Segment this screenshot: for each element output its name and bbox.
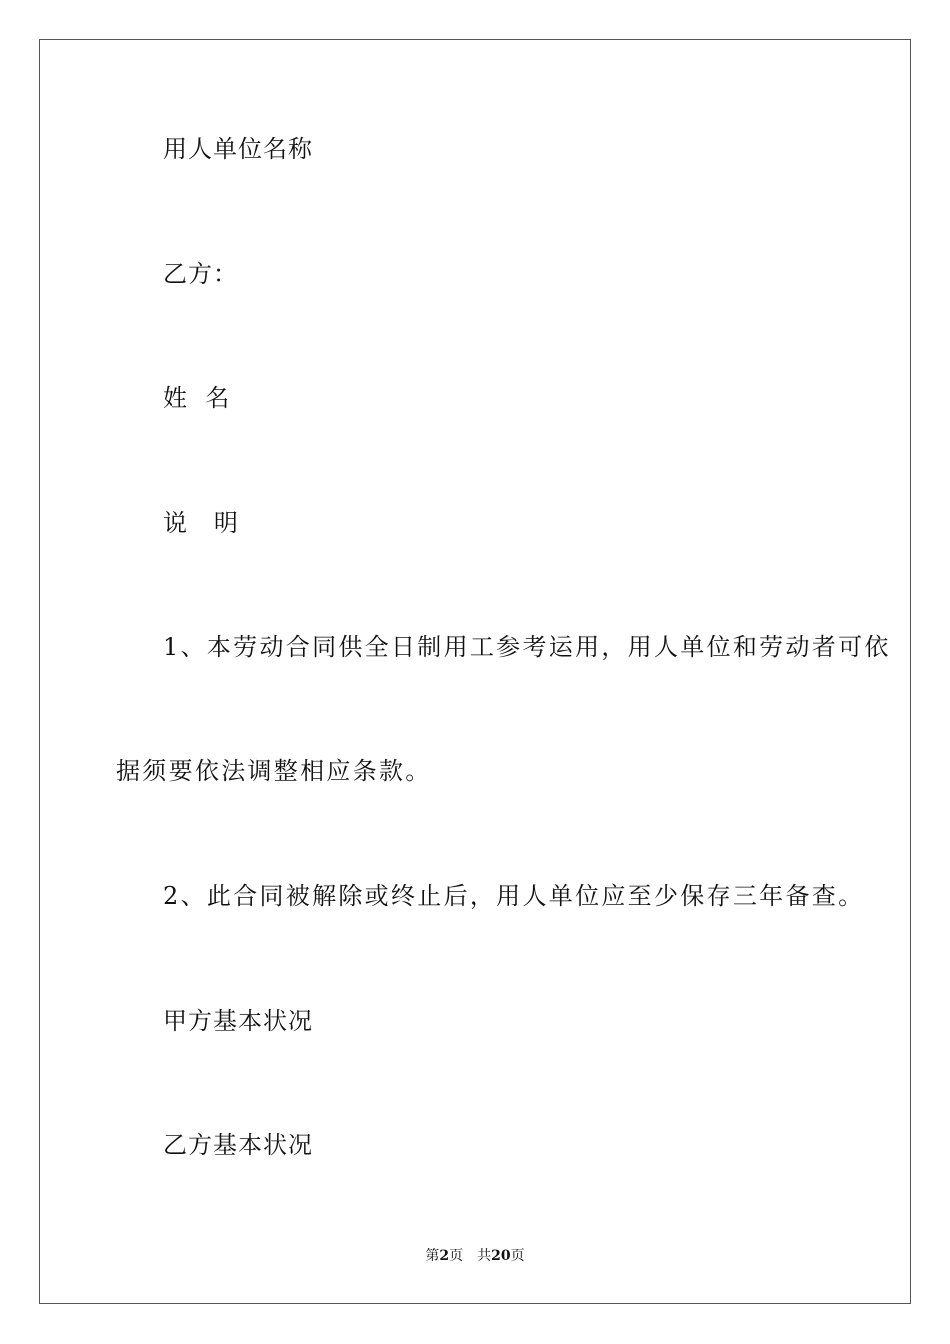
total-pages: 20: [491, 1248, 511, 1264]
page-number: 2: [439, 1248, 450, 1264]
instructions-heading: 说 明: [163, 509, 239, 537]
page-footer: [0, 1247, 950, 1265]
employer-name-label: 用人单位名称: [163, 135, 313, 163]
page-suffix: 页: [449, 1248, 464, 1264]
total-prefix: 共: [477, 1248, 492, 1264]
instruction-1-line-2: 据须要依法调整相应条款。: [116, 757, 432, 785]
page-prefix: 第: [425, 1248, 440, 1264]
name-label: 姓 名: [163, 384, 231, 412]
instruction-1-line-1: 1、本劳动合同供全日制用工参考运用，用人单位和劳动者可依: [163, 633, 891, 661]
page-border: [39, 39, 911, 1304]
party-b-basic-info-heading: 乙方基本状况: [163, 1131, 313, 1159]
party-b-label: 乙方：: [163, 260, 238, 288]
total-suffix: 页: [510, 1248, 525, 1264]
party-a-basic-info-heading: 甲方基本状况: [163, 1007, 313, 1035]
instruction-2: 2、此合同被解除或终止后，用人单位应至少保存三年备查。: [163, 882, 865, 910]
